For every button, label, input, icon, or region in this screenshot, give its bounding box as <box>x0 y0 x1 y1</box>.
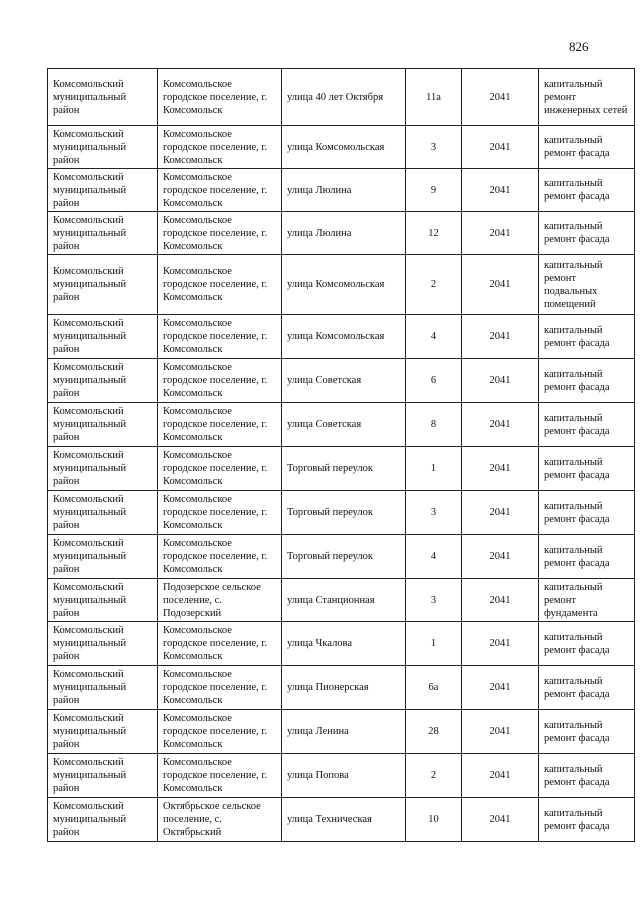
table-row <box>48 491 635 535</box>
year-cell: 2041 <box>462 622 539 666</box>
district-cell: Комсомольский муниципальный район <box>48 255 158 315</box>
table-row <box>48 447 635 491</box>
street-cell: улица Комсомольская <box>282 126 406 169</box>
street-cell: улица Попова <box>282 754 406 798</box>
work-type-cell: капитальный ремонт фасада <box>539 212 635 255</box>
house-number-cell: 3 <box>406 579 462 622</box>
year-cell: 2041 <box>462 169 539 212</box>
settlement-cell: Комсомольское городское поселение, г. Комсомольск <box>158 622 282 666</box>
district-cell: Комсомольский муниципальный район <box>48 403 158 447</box>
year-cell: 2041 <box>462 126 539 169</box>
street-cell: улица Комсомольская <box>282 315 406 359</box>
district-cell: Комсомольский муниципальный район <box>48 491 158 535</box>
district-cell: Комсомольский муниципальный район <box>48 579 158 622</box>
year-cell: 2041 <box>462 359 539 403</box>
work-type-cell: капитальный ремонт инженерных сетей <box>539 69 635 126</box>
street-cell: Торговый переулок <box>282 535 406 579</box>
street-cell: улица Люлина <box>282 212 406 255</box>
settlement-cell: Октябрьское сельское поселение, с. Октябрьский <box>158 798 282 842</box>
street-cell: улица 40 лет Октября <box>282 69 406 126</box>
district-cell: Комсомольский муниципальный район <box>48 212 158 255</box>
work-type-cell: капитальный ремонт фасада <box>539 622 635 666</box>
settlement-cell: Комсомольское городское поселение, г. Комсомольск <box>158 666 282 710</box>
work-type-cell: капитальный ремонт фасада <box>539 447 635 491</box>
work-type-cell: капитальный ремонт подвальных помещений <box>539 255 635 315</box>
district-cell: Комсомольский муниципальный район <box>48 622 158 666</box>
street-cell: Торговый переулок <box>282 491 406 535</box>
house-number-cell: 10 <box>406 798 462 842</box>
street-cell: улица Советская <box>282 403 406 447</box>
settlement-cell: Комсомольское городское поселение, г. Комсомольск <box>158 212 282 255</box>
table-row <box>48 212 635 255</box>
table-row <box>48 535 635 579</box>
district-cell: Комсомольский муниципальный район <box>48 447 158 491</box>
settlement-cell: Комсомольское городское поселение, г. Комсомольск <box>158 535 282 579</box>
work-type-cell: капитальный ремонт фасада <box>539 754 635 798</box>
work-type-cell: капитальный ремонт фасада <box>539 359 635 403</box>
settlement-cell: Комсомольское городское поселение, г. Комсомольск <box>158 491 282 535</box>
house-number-cell: 2 <box>406 255 462 315</box>
settlement-cell: Комсомольское городское поселение, г. Комсомольск <box>158 315 282 359</box>
settlement-cell: Комсомольское городское поселение, г. Комсомольск <box>158 69 282 126</box>
house-number-cell: 8 <box>406 403 462 447</box>
settlement-cell: Комсомольское городское поселение, г. Комсомольск <box>158 255 282 315</box>
table-row <box>48 359 635 403</box>
repair-schedule-table <box>47 68 635 842</box>
work-type-cell: капитальный ремонт фундамента <box>539 579 635 622</box>
house-number-cell: 6 <box>406 359 462 403</box>
settlement-cell: Комсомольское городское поселение, г. Комсомольск <box>158 710 282 754</box>
district-cell: Комсомольский муниципальный район <box>48 315 158 359</box>
table-row <box>48 622 635 666</box>
work-type-cell: капитальный ремонт фасада <box>539 535 635 579</box>
table-row <box>48 754 635 798</box>
work-type-cell: капитальный ремонт фасада <box>539 666 635 710</box>
street-cell: улица Люлина <box>282 169 406 212</box>
district-cell: Комсомольский муниципальный район <box>48 69 158 126</box>
house-number-cell: 9 <box>406 169 462 212</box>
district-cell: Комсомольский муниципальный район <box>48 710 158 754</box>
table-row <box>48 69 635 126</box>
house-number-cell: 2 <box>406 754 462 798</box>
year-cell: 2041 <box>462 447 539 491</box>
house-number-cell: 12 <box>406 212 462 255</box>
table-body <box>48 69 635 842</box>
settlement-cell: Подозерское сельское поселение, с. Подозерский <box>158 579 282 622</box>
work-type-cell: капитальный ремонт фасада <box>539 315 635 359</box>
year-cell: 2041 <box>462 535 539 579</box>
house-number-cell: 4 <box>406 535 462 579</box>
work-type-cell: капитальный ремонт фасада <box>539 403 635 447</box>
year-cell: 2041 <box>462 710 539 754</box>
settlement-cell: Комсомольское городское поселение, г. Комсомольск <box>158 403 282 447</box>
page-number: 826 <box>569 39 589 54</box>
house-number-cell: 3 <box>406 491 462 535</box>
work-type-cell: капитальный ремонт фасада <box>539 798 635 842</box>
year-cell: 2041 <box>462 255 539 315</box>
street-cell: улица Ленина <box>282 710 406 754</box>
work-type-cell: капитальный ремонт фасада <box>539 491 635 535</box>
year-cell: 2041 <box>462 579 539 622</box>
work-type-cell: капитальный ремонт фасада <box>539 169 635 212</box>
settlement-cell: Комсомольское городское поселение, г. Комсомольск <box>158 447 282 491</box>
table-row <box>48 315 635 359</box>
house-number-cell: 28 <box>406 710 462 754</box>
table-row <box>48 169 635 212</box>
house-number-cell: 3 <box>406 126 462 169</box>
year-cell: 2041 <box>462 403 539 447</box>
table-row <box>48 798 635 842</box>
district-cell: Комсомольский муниципальный район <box>48 535 158 579</box>
house-number-cell: 1 <box>406 622 462 666</box>
settlement-cell: Комсомольское городское поселение, г. Комсомольск <box>158 126 282 169</box>
year-cell: 2041 <box>462 491 539 535</box>
table-row <box>48 126 635 169</box>
settlement-cell: Комсомольское городское поселение, г. Комсомольск <box>158 169 282 212</box>
table-row <box>48 666 635 710</box>
district-cell: Комсомольский муниципальный район <box>48 666 158 710</box>
table-row <box>48 710 635 754</box>
street-cell: улица Пионерская <box>282 666 406 710</box>
house-number-cell: 4 <box>406 315 462 359</box>
district-cell: Комсомольский муниципальный район <box>48 798 158 842</box>
work-type-cell: капитальный ремонт фасада <box>539 126 635 169</box>
district-cell: Комсомольский муниципальный район <box>48 754 158 798</box>
district-cell: Комсомольский муниципальный район <box>48 169 158 212</box>
street-cell: улица Советская <box>282 359 406 403</box>
district-cell: Комсомольский муниципальный район <box>48 359 158 403</box>
table-row <box>48 579 635 622</box>
work-type-cell: капитальный ремонт фасада <box>539 710 635 754</box>
house-number-cell: 1 <box>406 447 462 491</box>
year-cell: 2041 <box>462 69 539 126</box>
house-number-cell: 11а <box>406 69 462 126</box>
year-cell: 2041 <box>462 315 539 359</box>
street-cell: улица Комсомольская <box>282 255 406 315</box>
year-cell: 2041 <box>462 666 539 710</box>
district-cell: Комсомольский муниципальный район <box>48 126 158 169</box>
street-cell: улица Станционная <box>282 579 406 622</box>
year-cell: 2041 <box>462 798 539 842</box>
settlement-cell: Комсомольское городское поселение, г. Комсомольск <box>158 359 282 403</box>
year-cell: 2041 <box>462 754 539 798</box>
table-row <box>48 255 635 315</box>
year-cell: 2041 <box>462 212 539 255</box>
street-cell: улица Чкалова <box>282 622 406 666</box>
table-row <box>48 403 635 447</box>
street-cell: улица Техническая <box>282 798 406 842</box>
street-cell: Торговый переулок <box>282 447 406 491</box>
house-number-cell: 6а <box>406 666 462 710</box>
settlement-cell: Комсомольское городское поселение, г. Комсомольск <box>158 754 282 798</box>
